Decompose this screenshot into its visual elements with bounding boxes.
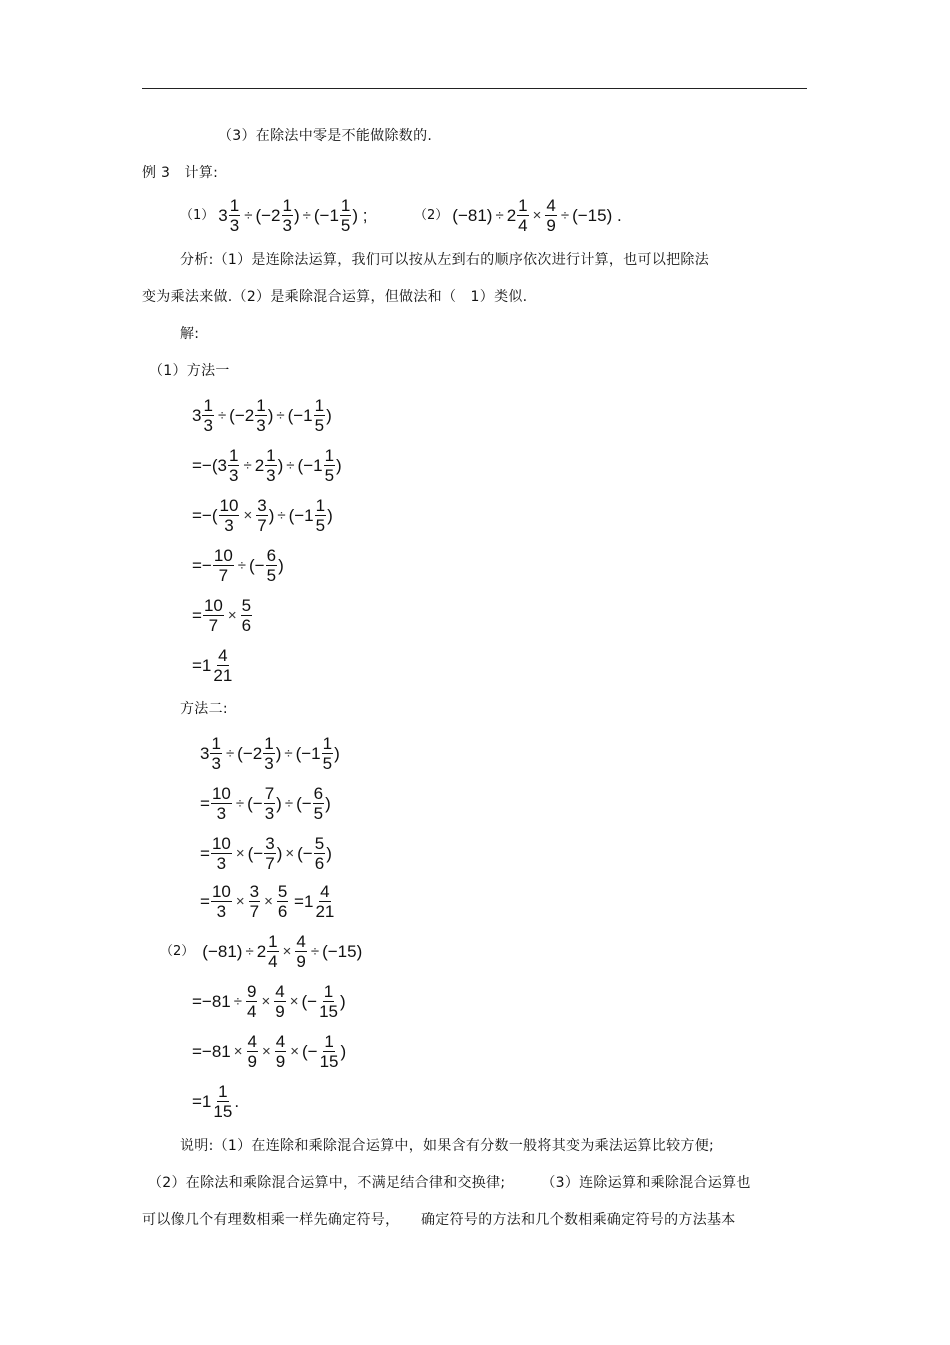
problem-1: （1） 3 $\frac{1}{3}$ ÷ (−2 1 3 ) ÷ (−1 1 5 ) ; [180,196,368,235]
analysis-line-2: 变为乘法来做.（2）是乘除混合运算，但做法和（ 1）类似. [142,289,528,305]
remark-line-2: （2）在除法和乘除混合运算中，不满足结合律和交换律; （3）连除运算和乘除混合运算也 [148,1175,751,1191]
problem-2: （2） (−81) ÷ 2 $\frac{1}{4}$ × $\frac{4}{9}$ ÷ (−15) . [414,196,622,235]
m1-step-5: = $\frac{10}{7}$ × $\frac{5}{6}$ [192,596,252,635]
m1-step-1: 3 $\frac{1}{3}$ ÷ (−2 1 3 ) ÷ (−1 1 5 ) [192,396,332,435]
p2-step-3: =−81 × $\frac{4}{9}$ × $\frac{4}{9}$ × (− $\frac{1}{15}$ ) [192,1032,347,1071]
method-2-label: 方法二: [180,701,228,717]
remark-line-3: 可以像几个有理数相乘一样先确定符号， 确定符号的方法和几个数相乘确定符号的方法基本 [142,1212,736,1228]
solution-label: 解: [180,326,200,342]
m1-step-4: =− $\frac{10}{7}$ ÷ (− $\frac{6}{5}$ ) [192,546,284,585]
problem-1-label: （1） [180,207,215,223]
remark-line-1: 说明:（1）在连除和乘除混合运算中，如果含有分数一般将其变为乘法运算比较方便; [180,1138,715,1154]
m1-step-6: =1 4 21 [192,646,233,685]
analysis-line-1: 分析:（1）是连除法运算，我们可以按从左到右的顺序依次进行计算，也可以把除法 [180,252,710,268]
p2-step-1: （2） (−81) ÷ 2 $\frac{1}{4}$ × $\frac{4}{9}$ ÷ (−15) [160,932,363,971]
m2-step-1: 3 $\frac{1}{3}$ ÷ (−2 1 3 ) ÷ (−1 1 5 ) [200,734,340,773]
m2-step-3: = $\frac{10}{3}$ × (− $\frac{3}{7}$ ) × (− $\frac{5}{6}$ ) [200,834,332,873]
example-label: 例 3 计算: [142,165,219,181]
m1-step-2: =−(3 $\frac{1}{3}$ ÷ 2 1 3 ) ÷ (−1 1 5 ) [192,446,342,485]
problem-2-label: （2） [414,207,449,223]
p2-step-2: =−81 ÷ $\frac{9}{4}$ × $\frac{4}{9}$ × (− $\frac{1}{15}$ ) [192,982,346,1021]
part-2-label: （2） [160,943,195,959]
p2-step-4: =1 1 15 . [192,1082,240,1121]
m2-step-2: = $\frac{10}{3}$ ÷ (− $\frac{7}{3}$ ) ÷ (− $\frac{6}{5}$ ) [200,784,331,823]
method-1-label: （1）方法一 [149,363,230,379]
header-rule [142,88,807,89]
m1-step-3: =−( $\frac{10}{3}$ × $\frac{3}{7}$ ) ÷ (−1 1 5 ) [192,496,333,535]
m2-step-4: = $\frac{10}{3}$ × $\frac{3}{7}$ × $\frac{5}{6}$ =1 4 21 [200,882,335,921]
note-3: （3）在除法中零是不能做除数的. [218,128,433,144]
